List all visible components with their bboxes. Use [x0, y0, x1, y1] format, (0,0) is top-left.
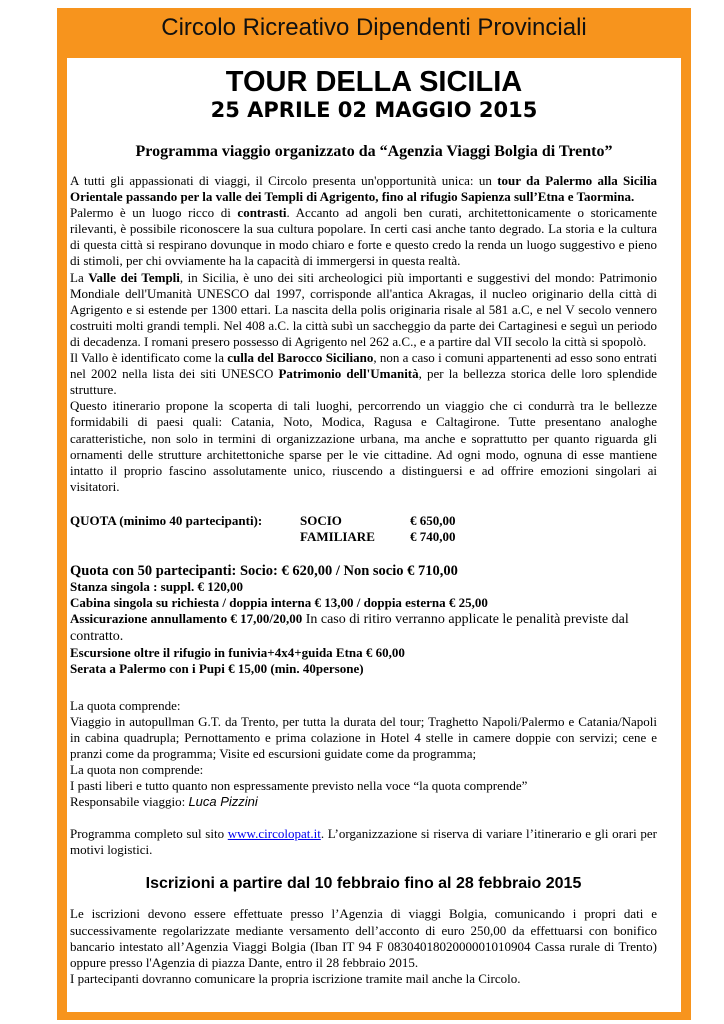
evening-price: Serata a Palermo con i Pupi € 15,00 (min. 40persone) [70, 661, 364, 677]
cabin-price: Cabina singola su richiesta / doppia interna € 13,00 / doppia esterna € 25,00 [70, 595, 488, 611]
website-link[interactable]: www.circolopat.it [227, 826, 321, 842]
palermo-text: Palermo è un luogo ricco di [70, 205, 238, 221]
quota-50: Quota con 50 partecipanti: Socio: € 620,00 / Non socio € 710,00 [70, 562, 458, 579]
vallo-text-cont: , non a caso i comuni appartenenti ad esso sono entrati nel 2002 nella lista dei siti UNESCO [70, 350, 657, 382]
intro-text: A tutti gli appassionati di viaggi, il Circolo presenta un'opportunità unica: un [70, 173, 498, 188]
includes-label: La quota comprende: [70, 697, 181, 713]
insurance-text: In caso di ritiro verranno applicate le penalità previste dal contratto. [70, 612, 629, 645]
price-type: FAMILIARE [300, 528, 375, 544]
intro-paragraph [70, 173, 657, 495]
organization-title: Circolo Ricreativo Dipendenti Provinciali [161, 14, 587, 41]
itinerary-text: Questo itinerario propone la scoperta di tali luoghi, percorrendo un viaggio che ci condurrà tra le bellezze formidabili di paesi quali: Catania, Noto, Modica, Ragusa e Caltagirone. Tutte presentano analoghe caratteristiche, non solo in termini di organizzazione urbana, ma anche e soprattutto per quanto riguarda gli ornamenti delle strutture architettoniche sparse per le vie cittadine. Ad ogni modo, ognuna di esse mantiene intatto il proprio fascino assolutamente unico, riuscendo a distinguersi e ad offrire emozioni singolari ai visitatori. [70, 398, 657, 494]
spacer [70, 810, 657, 826]
responsible-name: Luca Pizzini [188, 794, 258, 810]
templi-text-cont: , in Sicilia, è uno dei siti archeologici più importanti e suggestivi del mondo: Patrimonio Mondiale dell'Umanità UNESCO dal 1997, corrisponde all'antica Akragas, il nucleo originario della città di Agrigento e si estende per 1300 ettari. La nascita della polis originaria risale al 581 a.C, e nel V secolo vennero costruiti molti grandi templi. Nel 408 a.C. la città subì un saccheggio da parte dei Cartaginesi e seguì un periodo di decadenza. I romani presero possesso di Agrigento nel 262 a.C., e a partire dal VII secolo la città si spopolò. [70, 269, 658, 349]
responsible-label: Responsabile viaggio: [70, 794, 189, 810]
palermo-text-cont: . Accanto ad angoli ben curati, architettonicamente o storicamente rilevanti, è possibile riconoscere la sua cultura popolare. In certi casi anche tanto degrado. La storia e la cultura di questa città si respirano dovunque in modo chiaro e forte e questo credo la renda un luogo suggestivo e pieno di stimoli, per chi ovviamente ha la capacità di immergersi in questa realtà. [70, 205, 657, 269]
single-room: Stanza singola : suppl. € 120,00 [70, 578, 244, 594]
palermo-highlight: contrasti [237, 205, 287, 221]
price-label-empty [70, 529, 300, 545]
registration-text: Le iscrizioni devono essere effettuate presso l’Agenzia di viaggi Bolgia, comunicando i propri dati e successivamente regolarizzate mediante versamento dell’acconto di euro 250,00 da effettuarsi con bonifico bancario intestato all’Agenzia Viaggi Bolgia (Iban IT 94 F 0830401802000001010904 Cassa rurale di Trento) oppure presso l'Agenzia di piazza Dante, entro il 28 febbraio 2015. [70, 906, 657, 970]
price-table [70, 513, 657, 545]
document-body [70, 173, 657, 987]
templi-highlight: Valle dei Templi [88, 269, 180, 285]
right-border [681, 8, 691, 1020]
program-note-text: Programma completo sul sito [70, 826, 228, 842]
registration-title: Iscrizioni a partire dal 10 febbraio fino al 28 febbraio 2015 [145, 875, 582, 893]
vallo-text-end: , per la bellezza storica delle loro splendide strutture. [70, 366, 657, 398]
excludes-text: I pasti liberi e tutto quanto non espressamente previsto nella voce “la quota comprende” [70, 778, 528, 793]
responsible [70, 794, 657, 810]
price-label: QUOTA (minimo 40 partecipanti): [70, 512, 263, 528]
page-title: TOUR DELLA SICILIA [225, 66, 523, 98]
spacer [70, 495, 657, 509]
excludes-label: La quota non comprende: [70, 761, 204, 777]
intro-highlight: tour da Palermo alla Sicilia Orientale passando per la valle dei Templi di Agrigento, fino al rifugio Sapienza sull’Etna e Taormina. [70, 173, 658, 205]
tour-dates: 25 APRILE 02 MAGGIO 2015 [210, 98, 538, 122]
vallo-text: Il Vallo è identificato come la [70, 350, 228, 366]
vallo-highlight: culla del Barocco Siciliano [227, 350, 374, 366]
price-type: SOCIO [300, 512, 342, 528]
includes-text: Viaggio in autopullman G.T. da Trento, per tutta la durata del tour; Traghetto Napoli/Palermo e Catania/Napoli in cabina quadrupla; Pernottamento e prima colazione in Hotel 4 stelle in camere doppie con servizi; cene e pranzi come da programma; Visite ed escursioni guidate come da programma; [70, 713, 657, 761]
registration-note: I partecipanti dovranno comunicare la propria iscrizione tramite mail anche la Circolo. [70, 970, 521, 986]
program-note-text-cont: . L’organizzazione si riserva di variare l’itinerario e gli orari per motivi logistici. [70, 826, 658, 858]
left-border [57, 8, 67, 1020]
price-row [70, 513, 657, 529]
vallo-highlight-2: Patrimonio dell'Umanità [278, 366, 419, 382]
spacer [70, 678, 657, 698]
spacer [70, 545, 657, 563]
price-value: € 650,00 [410, 512, 456, 528]
excursion-price: Escursione oltre il rifugio in funivia+4x4+guida Etna € 60,00 [70, 645, 405, 661]
price-value: € 740,00 [410, 528, 456, 544]
insurance [70, 611, 657, 645]
templi-text: La [70, 269, 89, 285]
price-row [70, 529, 657, 545]
program-note [70, 826, 657, 858]
insurance-bold: Assicurazione annullamento € 17,00/20,00 [70, 611, 303, 627]
bottom-border [57, 1012, 691, 1020]
program-subtitle: Programma viaggio organizzato da “Agenzia Viaggi Bolgia di Trento” [135, 143, 613, 160]
